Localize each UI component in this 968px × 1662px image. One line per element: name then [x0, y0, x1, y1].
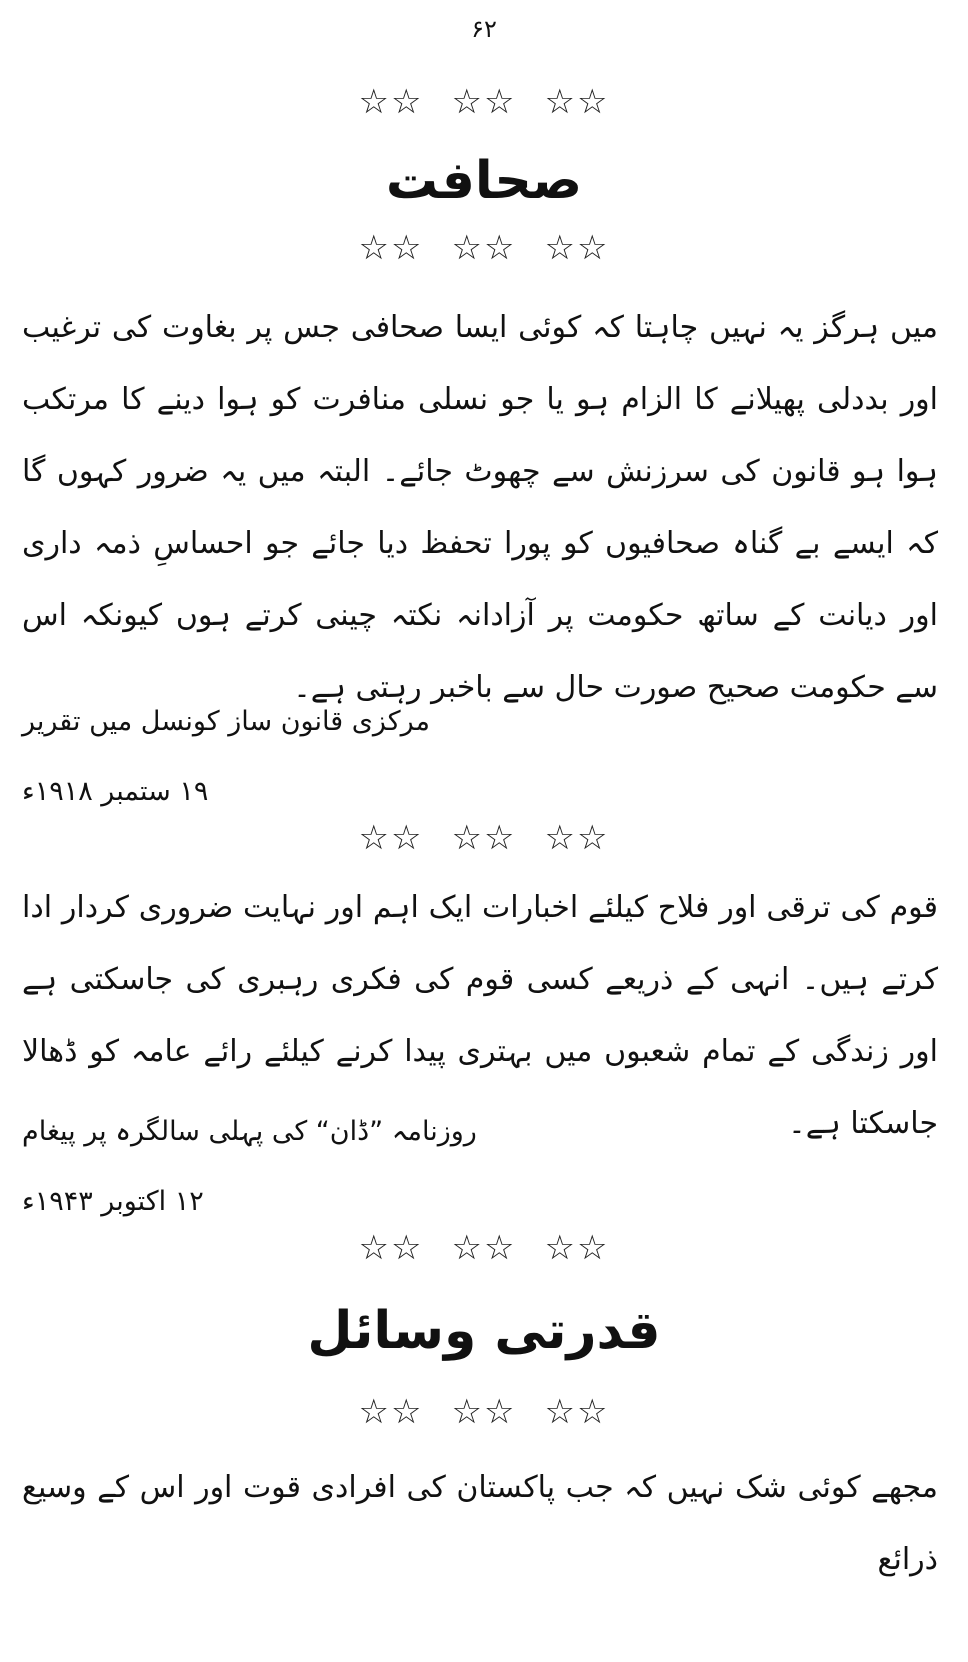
star-pair-icon: ☆☆: [544, 818, 610, 858]
star-pair-icon: ☆☆: [544, 1228, 610, 1268]
star-divider: [0, 818, 968, 858]
section-title-press: صحافت: [385, 151, 583, 211]
quote-paragraph-newspapers: قوم کی ترقی اور فلاح کیلئے اخبارات ایک اہم اور نہایت ضروری کردار ادا کرتے ہیں۔ انہی کے ذریعے کسی قوم کی فکری رہبری کی جاسکتی ہے اور زندگی کے تمام شعبوں میں بہتری پیدا کرنے کیلئے رائے عامہ کو ڈھالا جاسکتا ہے۔: [22, 890, 938, 1141]
star-pair-icon: ☆☆: [358, 1228, 424, 1268]
star-pair-icon: ☆☆: [451, 1228, 517, 1268]
resources-paragraph: مجھے کوئی شک نہیں کہ جب پاکستان کی افرادی قوت اور اس کے وسیع ذرائع: [22, 1470, 938, 1577]
star-pair-icon: ☆☆: [451, 818, 517, 858]
quote-paragraph-press: میں ہرگز یہ نہیں چاہتا کہ کوئی ایسا صحافی جس پر بغاوت کی ترغیب اور بددلی پھیلانے کا الزام ہو یا جو نسلی منافرت کو ہوا دینے کا مرتکب ہوا ہو قانون کی سرزنش سے چھوٹ جائے۔ البتہ میں یہ ضرور کہوں گا کہ ایسے بے گناہ صحافیوں کو پورا تحفظ دیا جائے جو احساسِ ذمہ داری اور دیانت کے ساتھ حکومت پر آزادانہ نکتہ چینی کرتے ہوں کیونکہ اس سے حکومت صحیح صورت حال سے باخبر رہتی ہے۔: [22, 310, 938, 705]
star-divider: [0, 1228, 968, 1268]
star-pair-icon: ☆☆: [451, 228, 517, 268]
quote-source: مرکزی قانون ساز کونسل میں تقریر: [22, 706, 430, 737]
star-pair-icon: ☆☆: [544, 82, 610, 122]
star-pair-icon: ☆☆: [451, 82, 517, 122]
star-divider: [0, 228, 968, 268]
star-pair-icon: ☆☆: [544, 1392, 610, 1432]
quote-date: ۱۹ ستمبر ۱۹۱۸ء: [22, 776, 209, 807]
star-pair-icon: ☆☆: [451, 1392, 517, 1432]
star-pair-icon: ☆☆: [358, 228, 424, 268]
page-number: ۶۲: [471, 15, 497, 43]
star-pair-icon: ☆☆: [358, 82, 424, 122]
star-pair-icon: ☆☆: [358, 1392, 424, 1432]
quote-date: ۱۲ اکتوبر ۱۹۴۳ء: [22, 1186, 204, 1217]
star-pair-icon: ☆☆: [544, 228, 610, 268]
star-divider: [0, 82, 968, 122]
star-divider: [0, 1392, 968, 1432]
quote-source: روزنامہ ”ڈان“ کی پہلی سالگرہ پر پیغام: [22, 1116, 477, 1147]
star-pair-icon: ☆☆: [358, 818, 424, 858]
section-title-resources: قدرتی وسائل: [307, 1301, 661, 1361]
